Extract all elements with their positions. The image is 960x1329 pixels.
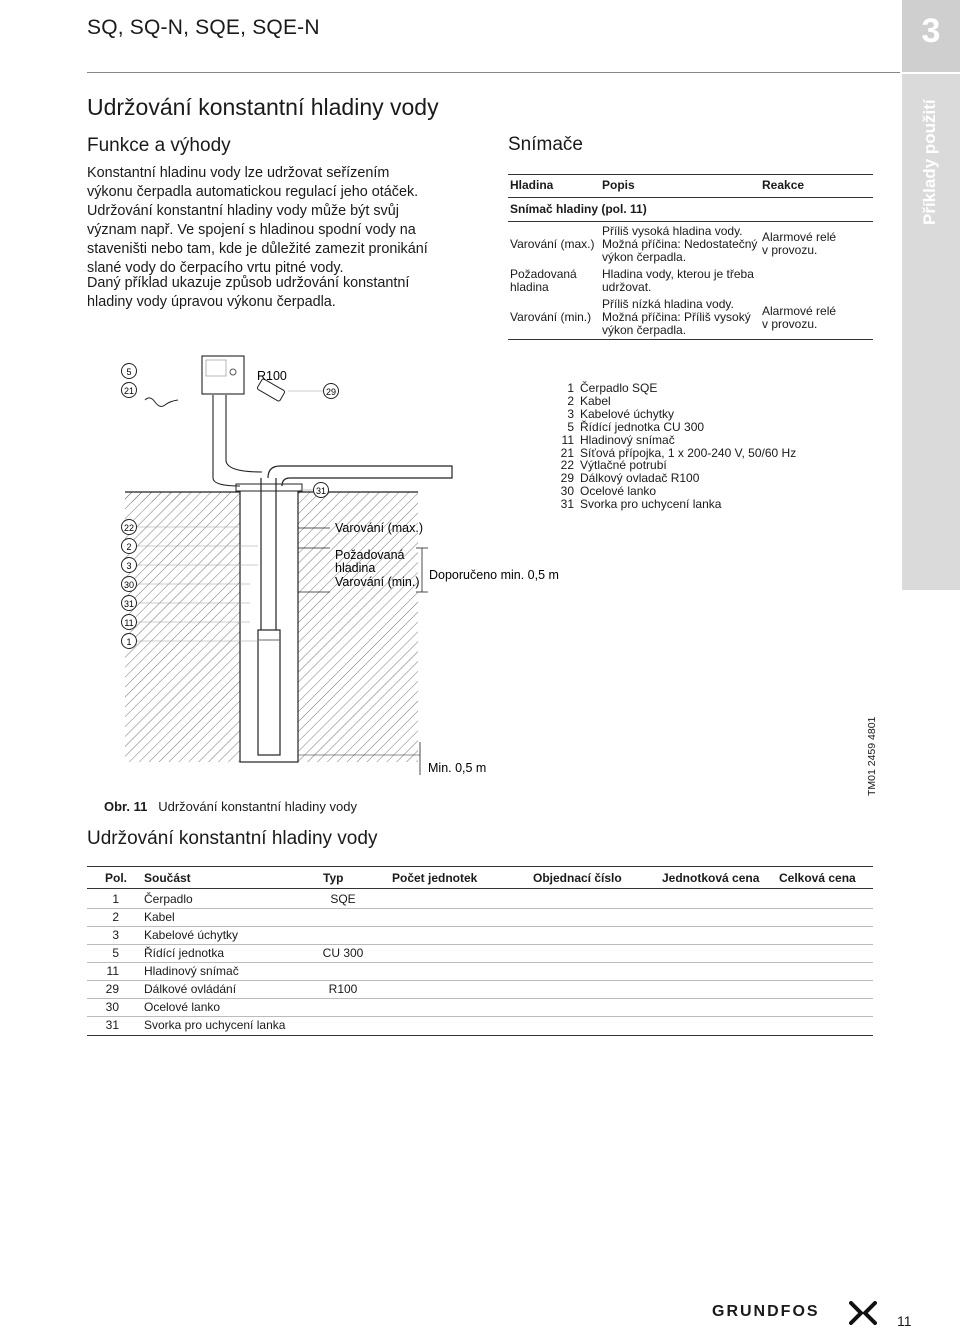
figure-number: Obr. 11 (104, 799, 148, 814)
cell-type: CU 300 (322, 946, 364, 960)
sensor-level: Varování (max.) (510, 237, 595, 251)
features-paragraph-2 (87, 274, 487, 312)
callout-label: 31 (123, 599, 135, 609)
well-cap (236, 484, 302, 491)
figure-legend (546, 382, 796, 511)
text-line: výkon čerpadla. (602, 323, 687, 337)
callout-label: 2 (126, 542, 132, 552)
legend-number: 29 (560, 471, 574, 486)
legend-number: 31 (560, 497, 574, 512)
text-line: Alarmové relé (762, 230, 837, 244)
text-line: Udržování konstantní hladiny vody může být svůj (87, 203, 399, 219)
col-header-unit-price: Jednotková cena (662, 871, 760, 885)
discharge-pipe (268, 466, 452, 486)
callout-5 (122, 364, 137, 379)
text-line: v provozu. (762, 243, 818, 257)
legend-text: Kabel (580, 393, 611, 408)
text-line: Hladina vody, kterou je třeba (602, 267, 754, 281)
table-rule (508, 197, 873, 198)
page-title: Udržování konstantní hladiny vody (87, 94, 439, 120)
legend-number: 1 (567, 381, 574, 395)
row-divider (87, 962, 873, 963)
installation-drawing (0, 345, 600, 785)
cell-type: SQE (330, 892, 356, 906)
cell-part: Dálkové ovládání (144, 982, 237, 996)
text-line: Možná příčina: Příliš vysoký (602, 310, 751, 324)
row-divider (87, 944, 873, 945)
legend-text: Dálkový ovladač R100 (580, 471, 700, 486)
text-line: v provozu. (762, 317, 818, 331)
cell-pos: 30 (105, 1000, 119, 1014)
grundfos-x-icon (849, 1301, 877, 1325)
text-line: výkon čerpadla. (602, 250, 687, 264)
text-line: hladiny vody úpravou výkonu čerpadla. (87, 294, 336, 310)
row-divider (87, 980, 873, 981)
table-rule (508, 339, 873, 340)
row-divider (87, 1016, 873, 1017)
text-line: Možná příčina: Nedostatečný (602, 237, 758, 251)
header-divider (87, 72, 900, 73)
table-rule (508, 221, 873, 222)
row-divider (87, 998, 873, 999)
legend-item (546, 421, 796, 434)
text-line: Alarmové relé (762, 304, 837, 318)
cell-pos: 31 (105, 1018, 119, 1032)
cell-part: Svorka pro uchycení lanka (144, 1018, 286, 1032)
ground-hatch-left (125, 492, 240, 762)
cell-pos: 11 (106, 964, 119, 978)
text-line: Daný příklad ukazuje způsob udržování konstantní (87, 275, 410, 291)
callout-label: 11 (124, 618, 134, 628)
col-header-qty: Počet jednotek (392, 871, 478, 885)
cell-pos: 1 (112, 892, 119, 906)
pump-body (258, 630, 280, 755)
sensor-description (602, 268, 754, 294)
level-desired-label: Požadovaná (335, 548, 405, 562)
side-tab-label: Příklady použití (920, 99, 939, 225)
callout-label: 3 (126, 561, 132, 571)
cell-part: Kabel (144, 910, 175, 924)
cell-pos: 5 (112, 946, 119, 960)
mains-supply (145, 398, 178, 407)
legend-number: 30 (560, 484, 574, 499)
col-header-pos: Pol. (105, 871, 128, 885)
text-line: staveništi nebo tam, kde je důležité zamezit pronikání (87, 241, 428, 257)
cell-part: Čerpadlo (144, 892, 193, 906)
text-line: výkonu čerpadla automatickou regulací jeho otáček. (87, 184, 419, 200)
col-header-type: Typ (323, 871, 344, 885)
table-rule (87, 866, 873, 867)
sensor-level (510, 268, 577, 294)
legend-text: Svorka pro uchycení lanka (580, 497, 722, 512)
figure-caption (104, 799, 357, 814)
cell-pos: 29 (105, 982, 119, 996)
text-line: slané vody do čerpacího vrtu pitné vody. (87, 260, 344, 276)
col-header-order-no: Objednací číslo (533, 871, 622, 885)
callout-label: 29 (325, 387, 337, 397)
legend-number: 3 (567, 406, 574, 421)
section-number: 3 (921, 12, 941, 50)
legend-text: Řídící jednotka CU 300 (580, 419, 705, 434)
cell-pos: 2 (112, 910, 119, 924)
legend-number: 2 (567, 393, 574, 408)
callout-label: 1 (126, 637, 132, 647)
col-header-total-price: Celková cena (779, 871, 856, 885)
text-line: Konstantní hladinu vody lze udržovat seřízením (87, 165, 390, 181)
figure-caption-text: Udržování konstantní hladiny vody (158, 799, 357, 814)
cell-part: Kabelové úchytky (144, 928, 239, 942)
level-max-label: Varování (max.) (335, 521, 423, 535)
control-unit-cu300 (202, 356, 244, 394)
cell-type: R100 (328, 982, 358, 996)
callout-label: 21 (123, 386, 135, 396)
callout-label: 31 (315, 486, 327, 496)
sensor-description (602, 225, 757, 264)
sensor-reaction (762, 231, 836, 257)
sensor-group-label: Snímač hladiny (pol. 11) (510, 202, 647, 216)
callout-label: 30 (123, 580, 135, 590)
min-label: Min. 0,5 m (428, 761, 487, 775)
page-number: 11 (897, 1313, 912, 1329)
col-header-reaction: Reakce (762, 178, 805, 192)
table-rule (87, 1035, 873, 1036)
col-header-description: Popis (602, 178, 635, 192)
legend-number: 21 (560, 445, 574, 460)
table-rule (87, 888, 873, 889)
cell-part: Řídící jednotka (144, 946, 225, 960)
row-divider (87, 908, 873, 909)
text-line: Požadovaná (510, 267, 577, 281)
recommended-label: Doporučeno min. 0,5 m (429, 568, 559, 582)
text-line: udržovat. (602, 280, 652, 294)
legend-number: 22 (560, 458, 574, 473)
callout-label: 22 (123, 523, 135, 533)
drawing-id: TM01 2459 4801 (866, 716, 878, 796)
features-paragraph-1 (87, 164, 487, 278)
callout-29 (288, 384, 339, 399)
cell-part: Ocelové lanko (144, 1000, 221, 1014)
grundfos-logo: GRUNDFOS (712, 1303, 820, 1320)
col-header-level: Hladina (510, 178, 554, 192)
legend-item (546, 395, 796, 408)
legend-item (546, 382, 796, 395)
text-line: Příliš vysoká hladina vody. (602, 224, 743, 238)
sensor-reaction (762, 305, 836, 331)
legend-text: Výtlačné potrubí (580, 458, 667, 473)
features-heading: Funkce a výhody (87, 135, 231, 156)
legend-text: Síťová přípojka, 1 x 200-240 V, 50/60 Hz (580, 445, 797, 460)
pump-cable (226, 395, 262, 472)
sensors-heading: Snímače (508, 134, 583, 155)
ground-hatch-top (125, 492, 185, 502)
sensor-description (602, 298, 751, 337)
legend-number: 11 (561, 432, 574, 447)
r100-label: R100 (257, 369, 287, 383)
legend-text: Čerpadlo SQE (580, 381, 658, 395)
legend-item (546, 408, 796, 421)
level-desired-label-2: hladina (335, 561, 376, 575)
table-rule (508, 174, 873, 175)
cell-part: Hladinový snímač (144, 964, 239, 978)
legend-item (546, 434, 796, 447)
text-line: hladina (510, 280, 549, 294)
legend-text: Ocelové lanko (580, 484, 657, 499)
page-header-title: SQ, SQ-N, SQE, SQE-N (87, 16, 320, 39)
legend-text: Hladinový snímač (580, 432, 675, 447)
callout-label: 5 (126, 367, 132, 377)
text-line: význam např. Ve spojení s hladinou spodní vody na (87, 222, 416, 238)
legend-number: 5 (567, 419, 574, 434)
row-divider (87, 926, 873, 927)
legend-item (546, 498, 796, 511)
col-header-part: Součást (144, 871, 191, 885)
parts-table-title: Udržování konstantní hladiny vody (87, 828, 378, 849)
legend-text: Kabelové úchytky (580, 406, 675, 421)
cell-pos: 3 (112, 928, 119, 942)
sensor-level: Varování (min.) (510, 310, 592, 324)
level-min-label: Varování (min.) (335, 575, 420, 589)
callout-21 (122, 383, 137, 398)
text-line: Příliš nízká hladina vody. (602, 297, 734, 311)
